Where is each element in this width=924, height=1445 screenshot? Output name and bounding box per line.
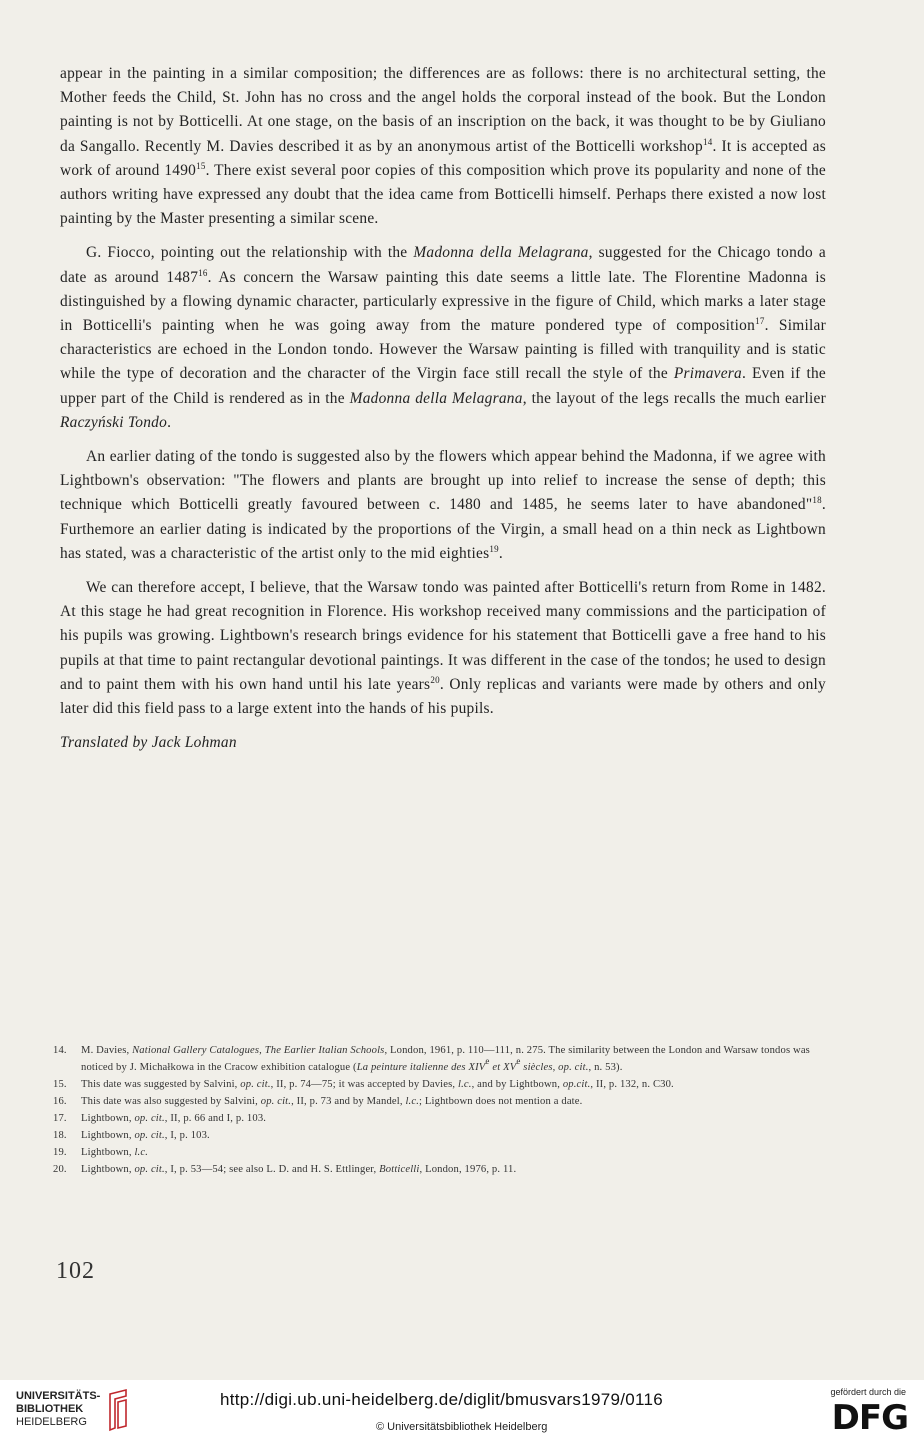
footnote-20: 20. Lightbown, op. cit., I, p. 53—54; see also L. D. and H. S. Ettlinger, Botticelli, London, 1976, p. 11. — [53, 1164, 517, 1175]
footnotes — [53, 1042, 833, 1178]
copyright-notice: © Universitätsbibliothek Heidelberg — [376, 1421, 548, 1433]
library-emblem-icon — [106, 1388, 130, 1432]
footnote-17: 17. Lightbown, op. cit., II, p. 66 and I, p. 103. — [53, 1113, 267, 1124]
funding-label: gefördert durch die — [830, 1387, 906, 1397]
viewer-footer — [0, 1380, 924, 1445]
footnote-14: 14. M. Davies, National Gallery Catalogues, The Earlier Italian Schools, London, 1961, p. 110—111, n. 275. The similarity between the London and Warsaw tondos was noticed by J. Michałkowa in the Cracow exhibition catalogue (La peinture italienne des XIVe et XVe siècles, op. cit., n. 53). — [53, 1045, 810, 1073]
footnote-18: 18. Lightbown, op. cit., I, p. 103. — [53, 1130, 210, 1141]
footnote-ref-14[interactable]: 14 — [702, 136, 713, 147]
footnote-ref-15[interactable]: 15 — [196, 160, 206, 171]
paragraph-3: An earlier dating of the tondo is suggested also by the flowers which appear behind the Madonna, if we agree with Lightbown's observation: "The flowers and plants are brought up into relief to increase the sense of depth; this technique which Botticelli greatly favoured between c. 1480 and 1485, he seems later to have abandoned"$^{18}$. Furthemore an earlier dating is indicated by the proportions of the Virgin, a small head on a thin neck as Lightbown has stated, was a characteristic of the artist only to the mid eighties$^{19}$. — [60, 448, 826, 562]
paragraph-2: G. Fiocco, pointing out the relationship with the Madonna della Melagrana, suggested for the Chicago tondo a date as around 1487$^{16}$. As concern the Warsaw painting this date seems a little late. The Florentine Madonna is distinguished by a flowing dynamic character, particularly expressive in the figure of Child, which marks a later stage in Botticelli's painting when he was going away from the mature pondered type of composition$^{17}$. Similar characteristics are echoed in the London tondo. However the Warsaw painting is filled with tranquility and is static while the type of decoration and the character of the Virgin face still recall the style of the Primavera. Even if the upper part of the Child is rendered as in the Madonna della Melagrana, the layout of the legs recalls the much earlier Raczyński Tondo. — [60, 244, 827, 431]
footnote-19: 19. Lightbown, l.c. — [53, 1147, 148, 1158]
dfg-logo[interactable]: DFG — [831, 1398, 908, 1438]
permalink-url[interactable]: http://digi.ub.uni-heidelberg.de/diglit/bmusvars1979/0116 — [220, 1390, 664, 1409]
translator-credit: Translated by Jack Lohman — [60, 734, 237, 752]
library-logo[interactable]: UNIVERSITÄTS- BIBLIOTHEK HEIDELBERG — [16, 1390, 101, 1428]
footnote-16: 16. This date was also suggested by Salvini, op. cit., II, p. 73 and by Mandel, l.c.; Lightbown does not mention a date. — [53, 1096, 583, 1107]
paragraph-1: appear in the painting in a similar composition; the differences are as follows: there is no architectural setting, the Mother feeds the Child, St. John has no cross and the angel holds the corporal instead of the book. But the London painting is not by Botticelli. At one stage, on the basis of an inscription on the back, it was thought to be by Giuliano da Sangallo. Recently M. Davies described it as by an anonymous artist of the Botticelli workshop$^{14}$. It is accepted as work of around 1490$^{15}$. There exist several poor copies of this composition which prove its popularity and none of the authors writing have expressed any doubt that the idea came from Botticelli himself. Perhaps there existed a now lost painting by the Master presenting a similar scene. — [60, 65, 826, 228]
footnote-ref-19[interactable]: 19 — [489, 543, 499, 554]
footnote-ref-18[interactable]: 18 — [812, 495, 822, 506]
footnote-ref-20[interactable]: 20 — [430, 674, 440, 685]
footnote-15: 15. This date was suggested by Salvini, op. cit., II, p. 74—75; it was accepted by Davies, l.c., and by Lightbown, op.cit., II, p. 132, n. C30. — [53, 1079, 674, 1090]
article-body — [60, 62, 826, 765]
footnote-ref-16[interactable]: 16 — [198, 267, 208, 278]
footnote-ref-17[interactable]: 17 — [755, 316, 765, 327]
paragraph-4: We can therefore accept, I believe, that the Warsaw tondo was painted after Botticelli's return from Rome in 1482. At this stage he had great recognition in Florence. His workshop received many commissions and the participation of his pupils was growing. Lightbown's research brings evidence for his statement that Botticelli gave a free hand to his pupils at that time to paint rectangular devotional paintings. It was different in the case of the tondos; he used to design and to paint them with his own hand until his late years$^{20}$. Only replicas and variants were made by others and only later did this field pass to a large extent into the hands of his pupils. — [60, 579, 826, 718]
page-number: 102 — [56, 1258, 95, 1284]
